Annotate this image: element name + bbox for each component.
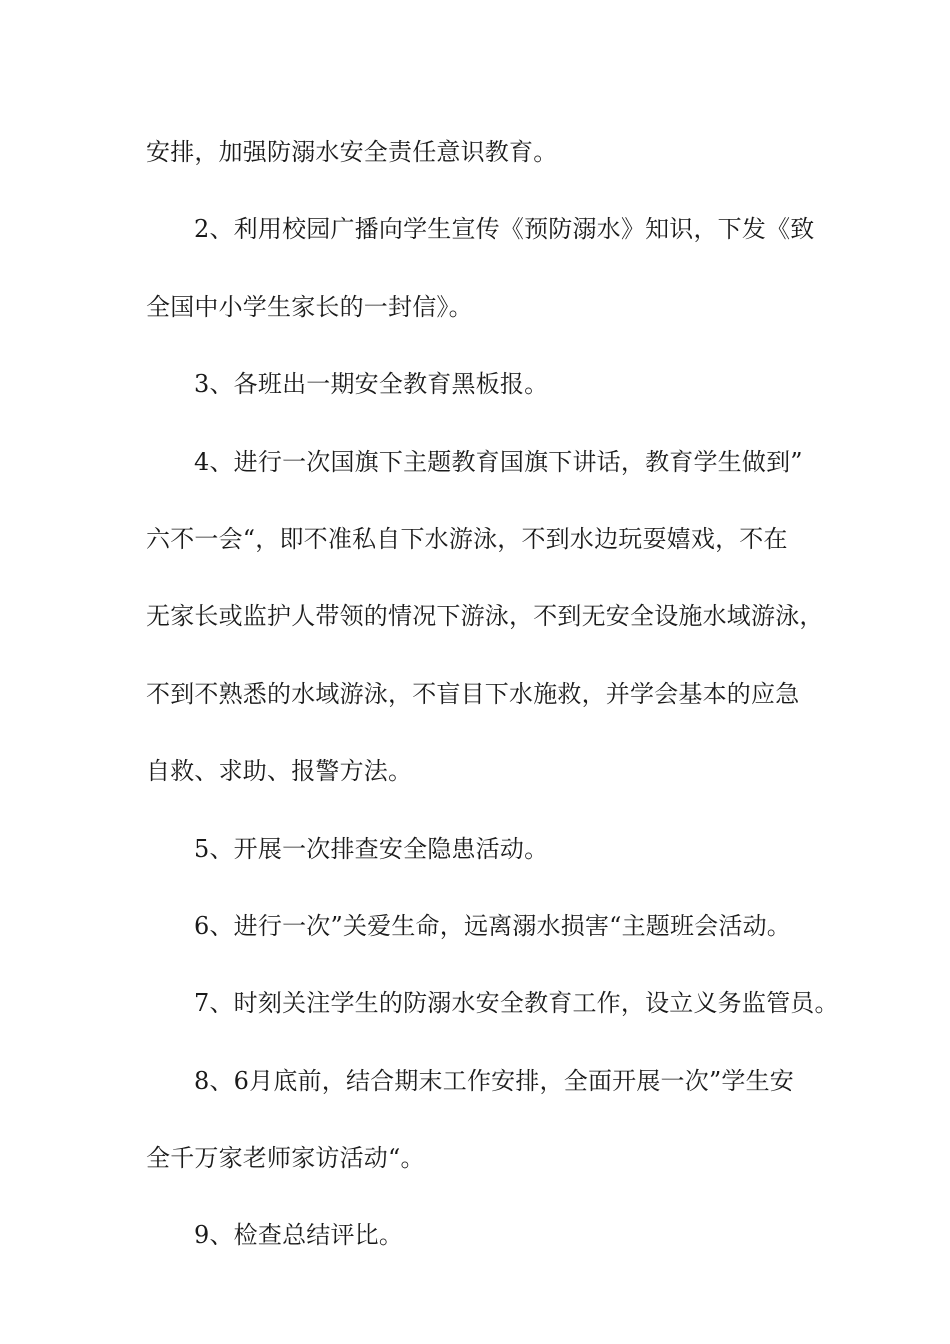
text-line: 5、开展一次排查安全隐患活动。 [194, 834, 549, 863]
text-line: 全千万家老师家访活动“。 [146, 1144, 425, 1173]
text-line: 自救、求助、报警方法。 [146, 757, 413, 786]
text-line: 6、进行一次”关爱生命，远离溺水损害“主题班会活动。 [194, 911, 792, 940]
text-line: 六不一会“，即不准私自下水游泳，不到水边玩耍嬉戏，不在 [146, 524, 788, 553]
text-line: 8、6月底前，结合期末工作安排，全面开展一次”学生安 [194, 1066, 795, 1095]
text-line: 7、时刻关注学生的防溺水安全教育工作，设立义务监管员。 [194, 989, 839, 1018]
document-body [146, 128, 839, 1289]
text-line: 无家长或监护人带领的情况下游泳，不到无安全设施水域游泳， [146, 602, 824, 631]
text-line: 2、利用校园广播向学生宣传《预防溺水》知识，下发《致 [194, 215, 815, 244]
text-line: 4、进行一次国旗下主题教育国旗下讲话，教育学生做到” [194, 447, 803, 476]
text-line: 全国中小学生家长的一封信》。 [146, 292, 473, 321]
text-line: 9、检查总结评比。 [194, 1221, 404, 1250]
text-line: 安排，加强防溺水安全责任意识教育。 [146, 138, 558, 166]
text-line: 不到不熟悉的水域游泳，不盲目下水施救，并学会基本的应急 [146, 679, 800, 708]
text-line: 3、各班出一期安全教育黑板报。 [194, 370, 549, 399]
